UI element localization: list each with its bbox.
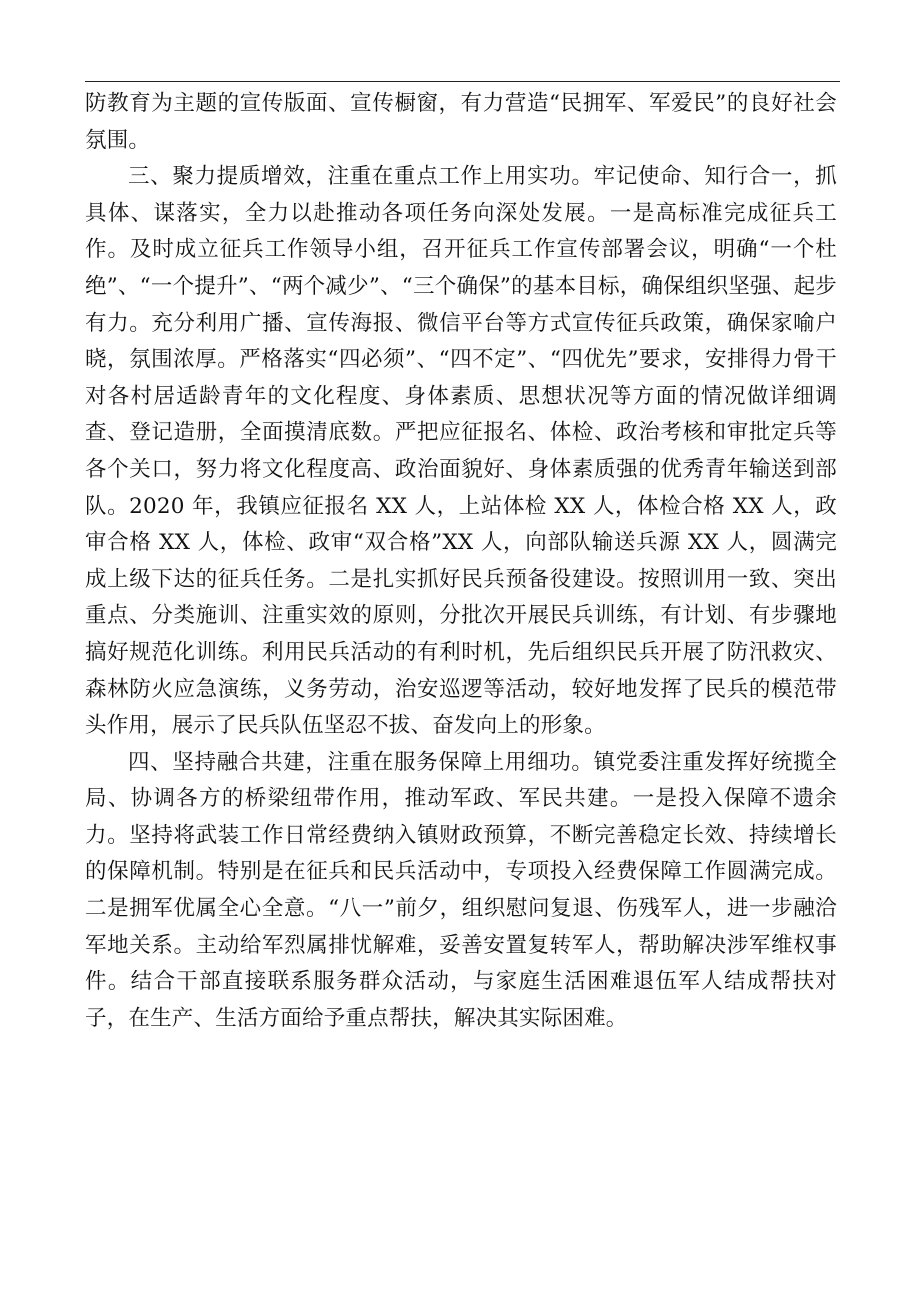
document-body [85, 86, 837, 1037]
paragraph-continued: 防教育为主题的宣传版面、宣传橱窗，有力营造“民拥军、军爱民”的良好社会氛围。 [85, 91, 837, 153]
paragraph-section-three: 三、聚力提质增效，注重在重点工作上用实功。牢记使命、知行合一，抓具体、谋落实，全力以赴推动各项任务向深处发展。一是高标准完成征兵工作。及时成立征兵工作领导小组，召开征兵工作宣传部署会议，明确“一个杜绝”、“一个提升”、“两个减少”、“三个确保”的基本目标，确保组织坚强、起步有力。充分利用广播、宣传海报、微信平台等方式宣传征兵政策，确保家喻户晓，氛围浓厚。严格落实“四必须”、“四不定”、“四优先”要求，安排得力骨干对各村居适龄青年的文化程度、身体素质、思想状况等方面的情况做详细调查、登记造册，全面摸清底数。严把应征报名、体检、政治考核和审批定兵等各个关口，努力将文化程度高、政治面貌好、身体素质强的优秀青年输送到部队。2020 年，我镇应征报名 XX 人，上站体检 XX 人，体检合格 XX 人，政审合格 XX 人，体检、政审“双合格”XX 人，向部队输送兵源 XX 人，圆满完成上级下达的征兵任务。二是扎实抓好民兵预备役建设。按照训用一致、突出重点、分类施训、注重实效的原则，分批次开展民兵训练，有计划、有步骤地搞好规范化训练。利用民兵活动的有利时机，先后组织民兵开展了防汛救灾、森林防火应急演练，义务劳动，治安巡逻等活动，较好地发挥了民兵的模范带头作用，展示了民兵队伍坚忍不拔、奋发向上的形象。 [85, 164, 837, 739]
header-rule [85, 81, 840, 82]
paragraph-section-four: 四、坚持融合共建，注重在服务保障上用细功。镇党委注重发挥好统揽全局、协调各方的桥梁纽带作用，推动军政、军民共建。一是投入保障不遗余力。坚持将武装工作日常经费纳入镇财政预算，不断完善稳定长效、持续增长的保障机制。特别是在征兵和民兵活动中，专项投入经费保障工作圆满完成。二是拥军优属全心全意。“八一”前夕，组织慰问复退、伤残军人，进一步融洽军地关系。主动给军烈属排忧解难，妥善安置复转军人，帮助解决涉军维权事件。结合干部直接联系服务群众活动，与家庭生活困难退伍军人结成帮扶对子，在生产、生活方面给予重点帮扶，解决其实际困难。 [85, 749, 837, 1031]
